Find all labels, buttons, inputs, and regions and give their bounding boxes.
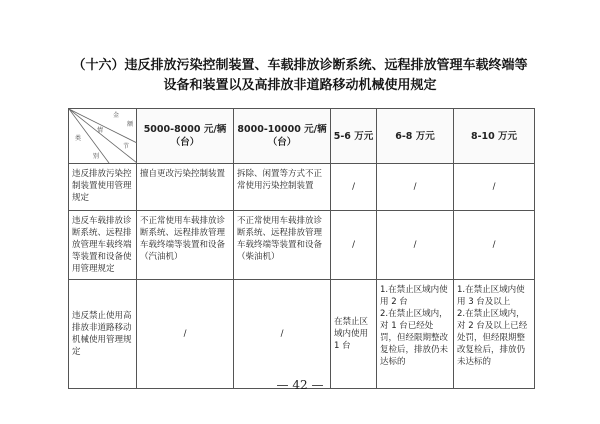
table-row (69, 211, 535, 280)
diagonal-header-cell (69, 109, 137, 164)
cell-text: 拆除、闲置等方式不正常使用污染控制装置 (237, 169, 323, 191)
column-header: 5-6 万元 (331, 109, 377, 164)
table-cell (137, 164, 234, 211)
cell-text: 1.在禁止区域内使用 3 台及以上 2.在禁止区域内，对 2 台及以上已经处罚，但经限期整改复检后，排放仍未达标的 (457, 285, 528, 367)
column-header: 8000-10000 元/辆（台） (234, 109, 331, 164)
row-category (69, 280, 137, 389)
table-cell: / (454, 211, 535, 280)
penalty-table (68, 108, 535, 389)
table-cell (331, 280, 377, 389)
table-cell: / (377, 211, 454, 280)
table-cell: / (234, 280, 331, 389)
category-text: 违反车载排放诊断系统、远程排放管理车载终端等装置和设备使用管理规定 (72, 216, 132, 274)
table-cell (454, 280, 535, 389)
table-cell (234, 211, 331, 280)
diag-label: 额 (127, 121, 134, 128)
column-header: 5000-8000 元/辆（台） (137, 109, 234, 164)
diag-label: 别 (93, 153, 100, 160)
table-row (69, 164, 535, 211)
cell-text: 不正常使用车载排放诊断系统、远程排放管理车载终端等装置和设备（汽油机） (140, 216, 226, 262)
diag-label: 情 (97, 127, 104, 134)
title-line-1: （十六）违反排放污染控制装置、车载排放诊断系统、远程排放管理车载终端等 (72, 58, 528, 73)
diag-label: 类 (75, 135, 82, 142)
table-cell: / (137, 280, 234, 389)
row-category (69, 211, 137, 280)
cell-text: 不正常使用车载排放诊断系统、远程排放管理车载终端等装置和设备（柴油机） (237, 216, 323, 262)
category-text: 违反排放污染控制装置使用管理规定 (72, 169, 132, 203)
cell-text: 擅自更改污染控制装置 (140, 169, 226, 179)
page-number: — 42 — (276, 378, 324, 392)
table-cell: / (331, 211, 377, 280)
column-header: 8-10 万元 (454, 109, 535, 164)
diag-label: 金 (113, 112, 120, 119)
cell-text: 1.在禁止区域内使用 2 台 2.在禁止区域内，对 1 台已经处罚，但经限期整改复检后，排放仍未达标的 (380, 285, 449, 367)
diag-label: 节 (123, 143, 130, 150)
table-row (69, 280, 535, 389)
table-cell (377, 280, 454, 389)
table-cell: / (454, 164, 535, 211)
table-cell: / (331, 164, 377, 211)
cell-text: 在禁止区域内使用 1 台 (334, 317, 369, 351)
table-cell: / (377, 164, 454, 211)
table-cell (137, 211, 234, 280)
table-header-row (69, 109, 535, 164)
title-line-2: 设备和装置以及高排放非道路移动机械使用规定 (163, 78, 437, 93)
row-category (69, 164, 137, 211)
category-text: 违反禁止使用高排放非道路移动机械使用管理规定 (72, 311, 132, 357)
table-cell (234, 164, 331, 211)
column-header: 6-8 万元 (377, 109, 454, 164)
